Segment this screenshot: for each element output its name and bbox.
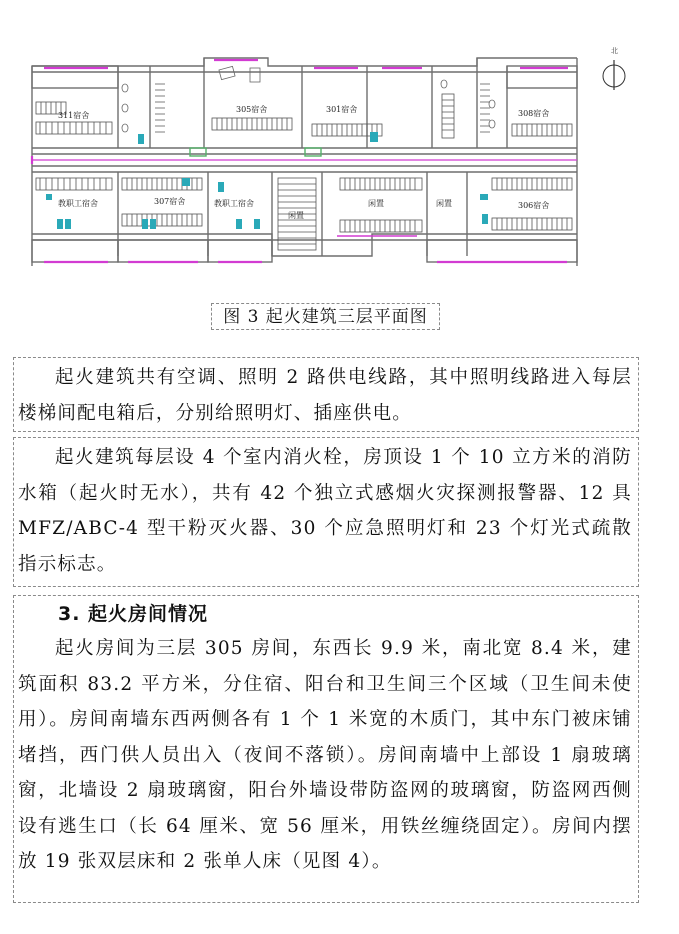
room-label-311: 311宿舍	[58, 111, 90, 120]
green-markers	[190, 148, 321, 156]
room-label-305: 305宿舍	[236, 105, 268, 114]
floor-plan	[22, 44, 642, 266]
room-label-idle-3: 闲置	[436, 199, 452, 208]
north-label: 北	[611, 47, 618, 55]
room-label-308: 308宿舍	[518, 109, 550, 118]
room-label-staff-right: 教职工宿舍	[214, 199, 254, 208]
room-label-306: 306宿舍	[518, 201, 550, 210]
room-label-idle-1: 闲置	[288, 211, 304, 220]
paragraph-power-supply: 起火建筑共有空调、照明 2 路供电线路，其中照明线路进入每层楼梯间配电箱后，分别给照明灯、插座供电。	[18, 367, 632, 424]
paragraph-block-3	[13, 595, 639, 903]
paragraph-fire-equipment: 起火建筑每层设 4 个室内消火栓，房顶设 1 个 10 立方米的消防水箱（起火时无水），共有 42 个独立式感烟火灾探测报警器、12 具 MFZ/ABC-4 型干粉灭火器、30 个应急照明灯和 23 个灯光式疏散指示标志。	[18, 447, 632, 575]
room-label-idle-2: 闲置	[368, 199, 384, 208]
paragraph-block-1	[13, 357, 639, 432]
toilets	[122, 66, 495, 132]
paragraph-fire-room: 起火房间为三层 305 房间，东西长 9.9 米，南北宽 8.4 米，建筑面积 83.2 平方米，分住宿、阳台和卫生间三个区域（卫生间未使用）。房间南墙东西两侧各有 1 个 1 米宽的木质门，其中东门被床铺堵挡，西门供人员出入（夜间不落锁）。房间南墙中上部设 1 扇玻璃窗，北墙设 2 扇玻璃窗，阳台外墙设带防盗网的玻璃窗，防盗网西侧设有逃生口（长 64 厘米、宽 56 厘米，用铁丝缠绕固定）。房间内摆放 19 张双层床和 2 张单人床（见图 4）。	[18, 638, 632, 872]
north-arrow-icon	[603, 46, 625, 90]
paragraph-block-2	[13, 437, 639, 587]
room-label-301: 301宿舍	[326, 105, 358, 114]
room-label-staff-left: 教职工宿舍	[58, 199, 98, 208]
section-title: 3. 起火房间情况	[58, 603, 209, 625]
room-labels	[58, 104, 549, 220]
room-label-307: 307宿舍	[154, 197, 186, 206]
beds	[36, 84, 572, 250]
figure-caption: 图 3 起火建筑三层平面图	[211, 303, 440, 330]
plan-walls	[32, 58, 577, 266]
